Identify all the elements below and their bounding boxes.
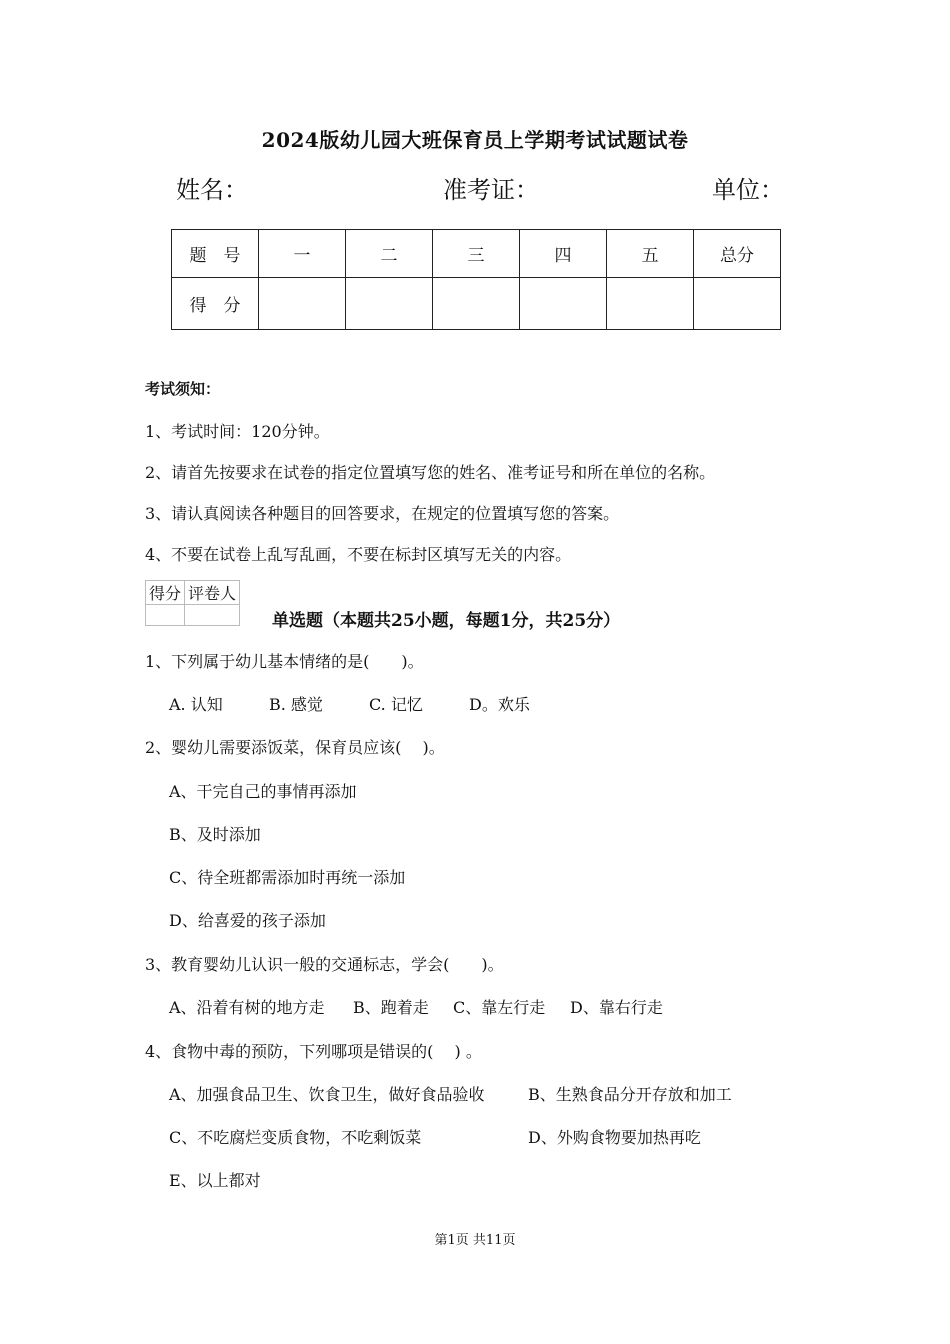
score-table-header: 四 [520,230,607,278]
score-table [171,229,781,330]
score-cell[interactable] [520,278,607,330]
score-table-header: 五 [607,230,694,278]
grader-box [145,580,240,626]
unit-field-label: 单位： [712,176,784,204]
name-field-label: 姓名： [176,176,248,204]
question-stem: 2、婴幼儿需要添饭菜，保育员应该( )。 [145,738,445,757]
score-cell[interactable] [433,278,520,330]
question-option: B. 感觉 [269,695,323,714]
score-table-header-row [172,230,781,278]
score-table-header: 题 号 [172,230,259,278]
question-option: A、干完自己的事情再添加 [169,782,357,801]
score-cell[interactable] [346,278,433,330]
question-option: D、靠右行走 [570,998,663,1017]
page-footer: 第1页 共11页 [434,1233,516,1248]
question-stem: 3、教育婴幼儿认识一般的交通标志，学会( )。 [145,955,504,974]
question-option: C. 记忆 [369,695,423,714]
question-option: A、加强食品卫生、饮食卫生，做好食品验收 [169,1085,485,1104]
question-option: C、不吃腐烂变质食物，不吃剩饭菜 [169,1128,422,1147]
grader-box-grader-label: 评卷人 [185,581,240,605]
document-title: 2024版幼儿园大班保育员上学期考试试题试卷 [261,128,689,152]
question-stem: 4、食物中毒的预防，下列哪项是错误的( ) 。 [145,1042,482,1061]
grader-box-score-label: 得分 [146,581,185,605]
question-stem: 1、下列属于幼儿基本情绪的是( )。 [145,652,424,671]
question-option: D。欢乐 [469,695,530,714]
question-option: D、外购食物要加热再吃 [528,1128,701,1147]
score-table-header: 三 [433,230,520,278]
grader-box-score-cell[interactable] [146,605,185,626]
question-option: B、跑着走 [353,998,429,1017]
score-cell[interactable] [259,278,346,330]
score-table-header: 一 [259,230,346,278]
question-option: A. 认知 [169,695,223,714]
exam-id-field-label: 准考证： [443,176,539,204]
question-option: D、给喜爱的孩子添加 [169,911,326,930]
question-option: A、沿着有树的地方走 [169,998,325,1017]
score-table-score-row [172,278,781,330]
question-option: B、及时添加 [169,825,261,844]
grader-box-grader-cell[interactable] [185,605,240,626]
score-table-header: 二 [346,230,433,278]
score-cell[interactable] [694,278,781,330]
notes-item: 1、考试时间：120分钟。 [145,422,330,441]
score-table-header: 总分 [694,230,781,278]
notes-title: 考试须知： [145,380,221,398]
question-option: C、靠左行走 [453,998,546,1017]
notes-item: 4、不要在试卷上乱写乱画，不要在标封区填写无关的内容。 [145,545,572,564]
notes-item: 3、请认真阅读各种题目的回答要求，在规定的位置填写您的答案。 [145,504,620,523]
section-title: 单选题（本题共25小题，每题1分，共25分） [272,611,621,631]
score-row-label: 得 分 [172,278,259,330]
question-option: E、以上都对 [169,1171,261,1190]
notes-item: 2、请首先按要求在试卷的指定位置填写您的姓名、准考证号和所在单位的名称。 [145,463,716,482]
question-option: C、待全班都需添加时再统一添加 [169,868,406,887]
score-cell[interactable] [607,278,694,330]
question-option: B、生熟食品分开存放和加工 [528,1085,732,1104]
